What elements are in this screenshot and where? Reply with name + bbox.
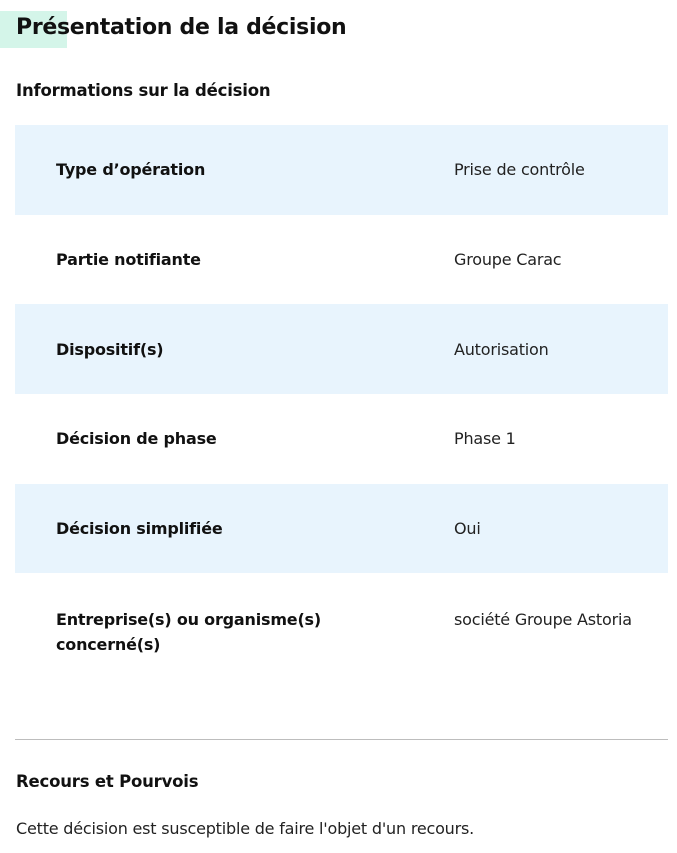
- info-label: Décision de phase: [56, 429, 217, 449]
- info-row-operation-type: [15, 125, 668, 215]
- info-label: Type d’opération: [56, 160, 206, 180]
- info-row-simplified: [15, 484, 668, 574]
- info-row-phase: [15, 394, 668, 484]
- info-row-companies: [15, 573, 668, 683]
- section-divider: [15, 739, 668, 740]
- info-label: Partie notifiante: [56, 250, 201, 270]
- recours-text: Cette décision est susceptible de faire l'objet d'un recours.: [16, 819, 475, 838]
- recours-section-title: Recours et Pourvois: [16, 772, 199, 791]
- info-value: Oui: [454, 519, 481, 539]
- info-label: Dispositif(s): [56, 339, 164, 359]
- info-value: Prise de contrôle: [454, 160, 585, 180]
- info-value: société Groupe Astoria: [454, 610, 632, 630]
- info-value: Groupe Carac: [454, 250, 562, 270]
- info-label: Entreprise(s) ou organisme(s) concerné(s): [56, 610, 321, 655]
- info-row-dispositif: [15, 304, 668, 394]
- decision-info-table: [15, 125, 668, 683]
- info-value: Phase 1: [454, 429, 516, 449]
- info-value: Autorisation: [454, 339, 549, 359]
- info-section-title: Informations sur la décision: [16, 81, 271, 100]
- info-label: Décision simplifiée: [56, 519, 223, 539]
- page-title: Présentation de la décision: [16, 15, 347, 40]
- info-row-notifying-party: [15, 215, 668, 305]
